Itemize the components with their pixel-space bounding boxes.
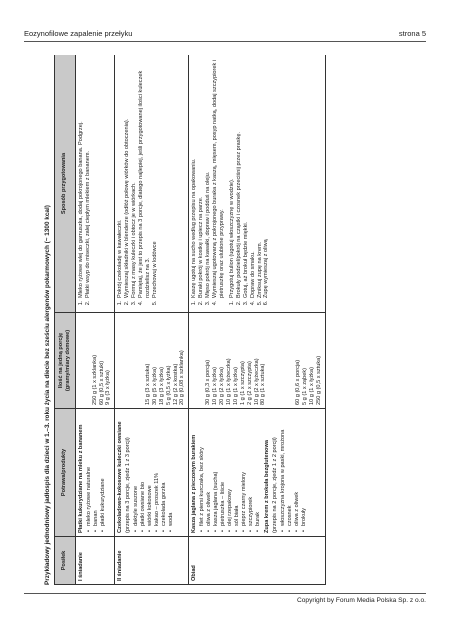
preparation-step: 4. Dopraw do smaku. xyxy=(250,58,257,299)
quantity-value: 9 g (3 x łyżka) xyxy=(105,370,112,405)
table-row xyxy=(189,55,325,585)
preparation-step: 1. Pokrój czekoladę w kawałeczki. xyxy=(117,58,124,299)
quantity-spacer xyxy=(78,316,92,405)
ingredient-item: • szczypiorek xyxy=(248,412,255,533)
preparation-step: 4. Pamiętaj, że jest to przepis na 3 porcje, dlatego najlepiej, jeśli przygotowanej ilości kuleczek rozdzielisz na 3. xyxy=(138,58,152,299)
ingredient-item: • daktyle suszone xyxy=(133,412,140,533)
ingredient-item: • czosnek xyxy=(287,412,294,533)
header-divider xyxy=(24,41,426,42)
ingredient-item: • kasza jaglana (sucha) xyxy=(213,412,220,533)
page-number: strona 5 xyxy=(398,28,426,38)
quantity-value: 10 g (1 x łyżka) xyxy=(212,367,219,405)
ingredient-item: • płatki owsiane bio xyxy=(140,412,147,533)
quantity-list xyxy=(267,316,322,405)
ingredient-list xyxy=(199,412,261,533)
ingredient-item: • burak xyxy=(255,412,262,533)
quantity-value: 2 g (2 x szczypta) xyxy=(246,361,253,405)
page-header xyxy=(24,27,426,39)
dish-cell xyxy=(115,409,189,537)
dish-title: Płatki kukurydziane na mleku z bananem xyxy=(77,424,84,533)
quantity-list xyxy=(117,316,186,405)
table-header-row xyxy=(55,55,76,585)
preparation-steps xyxy=(229,58,270,309)
ingredient-item: • banan xyxy=(93,412,100,533)
footer-divider xyxy=(24,593,426,594)
ingredient-item: • kakao – proszek 11% xyxy=(154,412,161,533)
document-title: Eozynofilowe zapalenie przełyku xyxy=(24,28,133,38)
dish-cell xyxy=(189,409,325,537)
quantity-value: 10 g (2 x łyżeczka) xyxy=(253,358,260,405)
quantity-value: 5 g (0,5 x łyżka) xyxy=(165,365,172,405)
table-caption: Przykładowy jednodniowy jadłospis dla dzieci w 1.–3. roku życia na diecie bez sześciu alergenów pokarmowych (~ 1300 kcal) xyxy=(44,205,51,585)
quantity-value: 10 g (1 x łyżka) xyxy=(232,367,239,405)
preparation-step: 3. Gotuj, aż brokuł będzie miękki. xyxy=(243,58,250,299)
quantity-value: 5 g (1 x ząbek) xyxy=(301,368,308,405)
quantity-value: 10 g (1 x łyżeczka) xyxy=(225,358,232,405)
dish-title: Czekoladowo-kokosowe kuleczki owsiane xyxy=(117,421,124,533)
quantity-cell xyxy=(115,313,189,409)
preparation-step: 2. Płatki wsyp do miseczki, zalej ciepłym mlekiem z bananem. xyxy=(85,58,92,299)
table-row xyxy=(115,55,189,585)
ingredient-item: • oliwa z oliwek xyxy=(206,412,213,533)
quantity-value: 18 g (3 x łyżka) xyxy=(158,367,165,405)
preparation-step: 1. Przygotuj bulion (ugotuj włoszczyznę w wodzie). xyxy=(229,58,236,299)
column-header-quantity: Ilość na jedną porcję (gramy/miary domowe) xyxy=(55,313,76,409)
ingredient-item: • włoszczyzna krojona w paski, mrożona xyxy=(280,412,287,533)
ingredient-item: • pietruszka – liście xyxy=(220,412,227,533)
preparation-cell xyxy=(115,55,189,313)
dish-cell xyxy=(75,409,115,537)
quantity-value: 15 g (3 x sztuka) xyxy=(144,363,151,405)
ingredient-item: • płatki kukurydziane xyxy=(100,412,107,533)
quantity-value: 10 g (1 x łyżka) xyxy=(308,367,315,405)
meal-name-cell: Obiad xyxy=(189,537,325,585)
column-header-preparation: Sposób przygotowania xyxy=(55,55,76,313)
quantity-value: 30 g (5 x łyżka) xyxy=(151,367,158,405)
preparation-step: 2. Brokuły podziel/pokrój na cząstki i czosnek przeciśnij przez praskę. xyxy=(236,58,243,299)
preparation-step: 2. Buraki pokrój w kostkę i upiecz na parze. xyxy=(198,58,205,299)
preparation-step: 4. Wymieszaj ugotowaną z pokrojonego buraka z kaszą, mięsem, posyp natką, dodaj szczypiorek i pietruszkę oraz ulubione przyprawy. xyxy=(212,58,226,299)
preparation-step: 6. Zupę wymieszaj z oliwą xyxy=(263,58,270,299)
quantity-spacer xyxy=(117,316,145,405)
ingredient-item: • brokuły xyxy=(301,412,308,533)
quantity-value: 30 g (0,3 x porcja) xyxy=(205,359,212,405)
ingredient-item: • czekolada gorzka xyxy=(161,412,168,533)
quantity-value: 250 g (1 x szklanka) xyxy=(91,354,98,405)
rotated-content xyxy=(44,55,419,585)
ingredient-item: • woda xyxy=(168,412,175,533)
preparation-step: 3. Mięso pokrój na kawałki, dopraw i podduś na oleju. xyxy=(205,58,212,299)
ingredient-list xyxy=(86,412,107,533)
quantity-value: 1 g (1 x szczypta) xyxy=(239,361,246,405)
quantity-list xyxy=(191,316,267,405)
table-row xyxy=(75,55,115,585)
meal-name-cell: II śniadanie xyxy=(115,537,189,585)
ingredient-item: • wiórki kokosowe xyxy=(147,412,154,533)
ingredient-item: • olej rzepakowy xyxy=(227,412,234,533)
quantity-value: 20 g (2 x łyżka) xyxy=(218,367,225,405)
quantity-value: 250 g (0,5 x sztuka) xyxy=(315,355,322,405)
dish-title: Kasza jaglana z pieczonym burakiem xyxy=(191,434,198,533)
preparation-step: 2. Wymieszaj składniki w blenderze (odłóż połowę wiórków do obtoczenia). xyxy=(124,58,131,299)
ingredient-list xyxy=(133,412,174,533)
quantity-value: 12 g (2 x kostka) xyxy=(172,363,179,405)
dish-title: Zupa krem z brokuła bezglutenowa xyxy=(264,440,271,533)
ingredient-item: • mleko ryżowe naturalne xyxy=(86,412,93,533)
table-body xyxy=(75,55,325,585)
quantity-value: 60 g (0,6 x porcja) xyxy=(294,359,301,405)
preparation-step: 5. Przechowuj w lodówce xyxy=(152,58,159,299)
preparation-step: 1. Kaszę ugotuj na sucho według przepisu na opakowaniu. xyxy=(191,58,198,299)
preparation-step: 1. Mleko ryżowe wlej do garnuszka, dodaj pokrojonego banana. Podgrzej. xyxy=(78,58,85,299)
quantity-value: 80 g (1 x sztuka) xyxy=(260,363,267,405)
preparation-cell xyxy=(189,55,325,313)
preparation-step: 5. Zmiksuj zupę na krem. xyxy=(257,58,264,299)
preparation-steps xyxy=(78,58,92,309)
quantity-value: 60 g (0,5 x sztuki) xyxy=(98,360,105,405)
quantity-cell xyxy=(189,313,325,409)
ingredient-item: • sól biała xyxy=(234,412,241,533)
quantity-spacer xyxy=(267,316,295,405)
quantity-value: 20 g (0,08 x szklanka) xyxy=(179,350,186,405)
preparation-steps xyxy=(117,58,158,309)
meal-name-cell: I śniadanie xyxy=(75,537,115,585)
dish-portion-note: (przepis na 2 porcje, zjedz 1 z 2 porcji) xyxy=(272,437,279,533)
ingredient-item: • oliwa z oliwek xyxy=(294,412,301,533)
meal-plan-table xyxy=(54,55,326,585)
ingredient-list xyxy=(280,412,308,533)
quantity-list xyxy=(78,316,113,405)
preparation-step: 3. Formuj z masy kuleczki i obtocz je w wiórkach. xyxy=(131,58,138,299)
ingredient-item: • pieprz czarny mielony xyxy=(241,412,248,533)
preparation-steps xyxy=(191,58,226,309)
quantity-cell xyxy=(75,313,115,409)
footer-copyright: Copyright by Forum Media Polska Sp. z o.o. xyxy=(297,597,426,604)
ingredient-item: • filet z piersi kurczaka, bez skóry xyxy=(199,412,206,533)
column-header-meal: Posiłek xyxy=(55,537,76,585)
preparation-cell xyxy=(75,55,115,313)
rotated-table-area xyxy=(44,55,419,585)
dish-portion-note: (przepis na 3 porcje, zjedz 1 z 3 porcji) xyxy=(125,437,132,533)
quantity-spacer xyxy=(191,316,205,405)
column-header-dish: Potrawa/produkty xyxy=(55,409,76,537)
